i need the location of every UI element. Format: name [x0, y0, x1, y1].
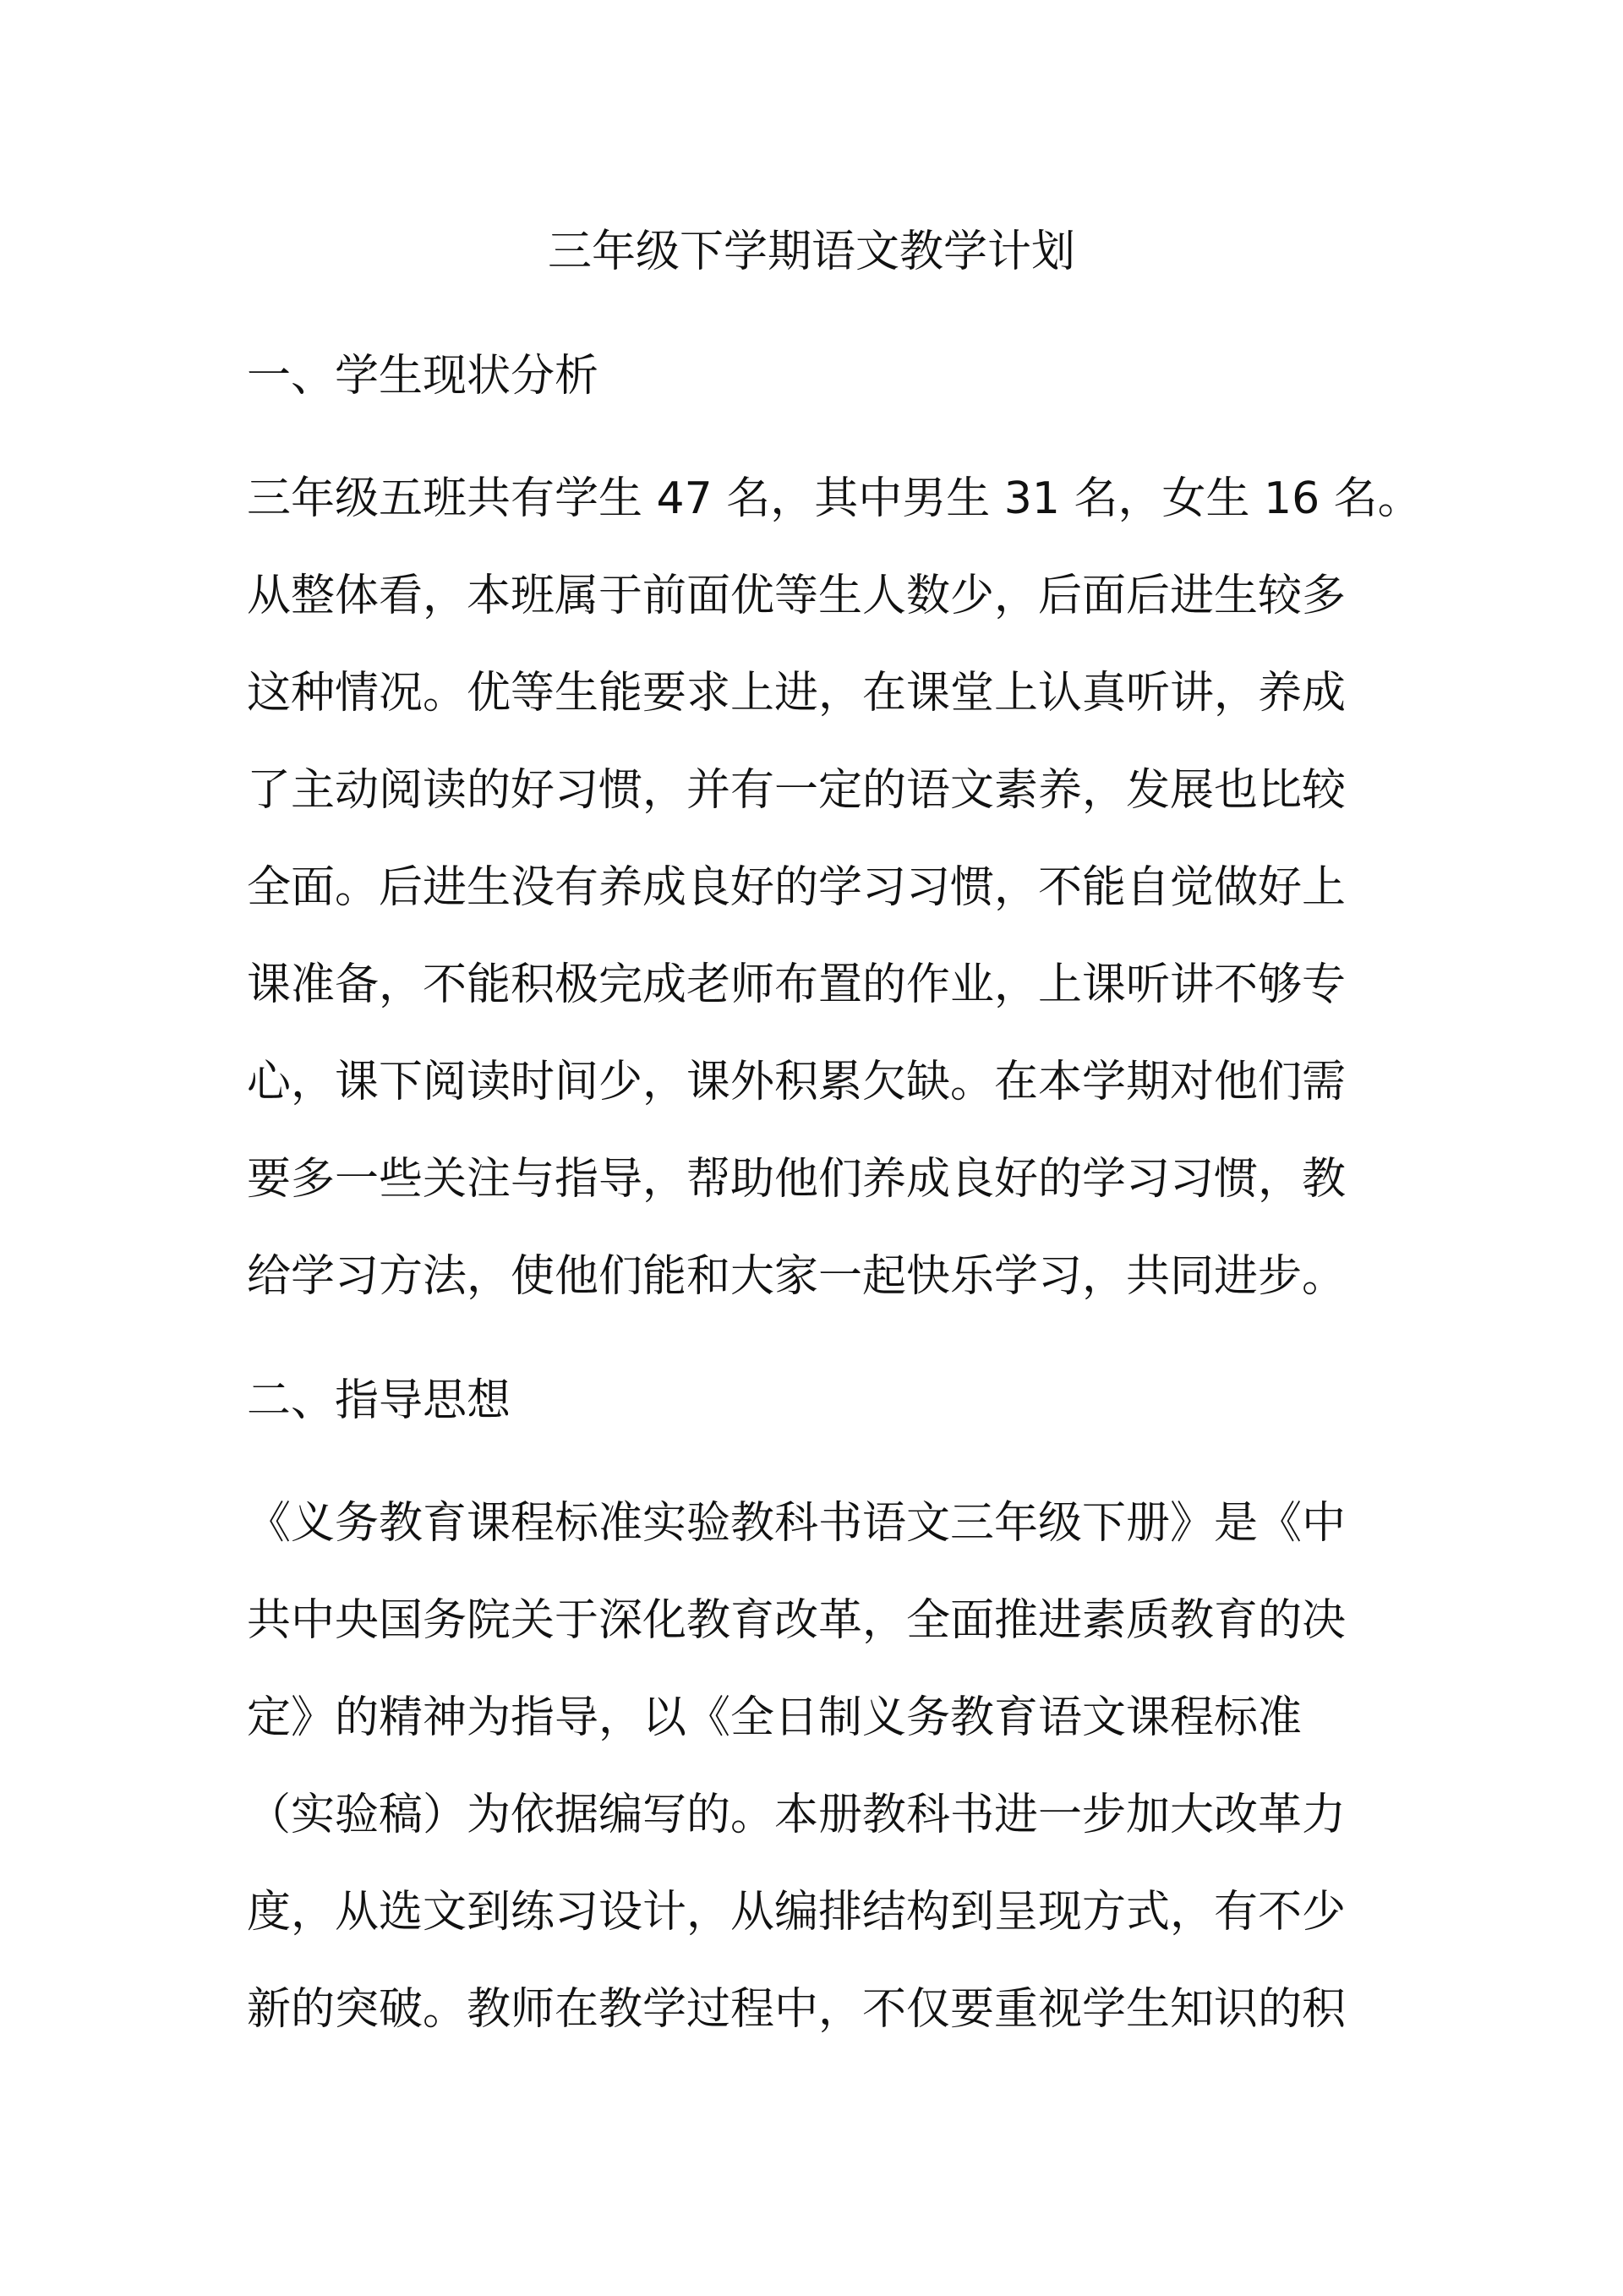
- paragraph-line: 从整体看，本班属于前面优等生人数少，后面后进生较多: [247, 571, 1347, 621]
- paragraph-line: 三年级五班共有学生 47 名，其中男生 31 名，女生 16 名。: [247, 473, 1422, 524]
- section-heading-student-analysis: 一、学生现状分析: [247, 351, 599, 402]
- paragraph-guiding-ideology: [247, 1490, 1388, 2073]
- paragraph-line: 新的突破。教师在教学过程中，不仅要重视学生知识的积: [247, 1984, 1347, 2035]
- paragraph-line: 度，从选文到练习设计，从编排结构到呈现方式，有不少: [247, 1887, 1347, 1938]
- paragraph-line: 心，课下阅读时间少，课外积累欠缺。在本学期对他们需: [247, 1057, 1347, 1107]
- paragraph-line: 定》的精神为指导，以《全日制义务教育语文课程标准: [247, 1692, 1303, 1743]
- paragraph-student-analysis: [247, 465, 1422, 1340]
- document-title: 三年级下学期语文教学计划: [547, 227, 1075, 277]
- paragraph-line: 要多一些关注与指导，帮助他们养成良好的学习习惯，教: [247, 1154, 1347, 1205]
- section-heading-guiding-ideology: 二、指导思想: [247, 1375, 511, 1426]
- paragraph-line: （实验稿）为依据编写的。本册教科书进一步加大改革力: [247, 1790, 1347, 1840]
- paragraph-line: 给学习方法，使他们能和大家一起快乐学习，共同进步。: [247, 1251, 1347, 1302]
- paragraph-line: 课准备，不能积极完成老师布置的作业，上课听讲不够专: [247, 959, 1347, 1010]
- paragraph-line: 共中央国务院关于深化教育改革，全面推进素质教育的决: [247, 1595, 1347, 1646]
- paragraph-line: 这种情况。优等生能要求上进，在课堂上认真听讲，养成: [247, 668, 1347, 719]
- paragraph-line: 全面。后进生没有养成良好的学习习惯，不能自觉做好上: [247, 862, 1347, 913]
- paragraph-line: 了主动阅读的好习惯，并有一定的语文素养，发展也比较: [247, 765, 1347, 816]
- paragraph-line: 《义务教育课程标准实验教科书语文三年级下册》是《中: [247, 1498, 1347, 1549]
